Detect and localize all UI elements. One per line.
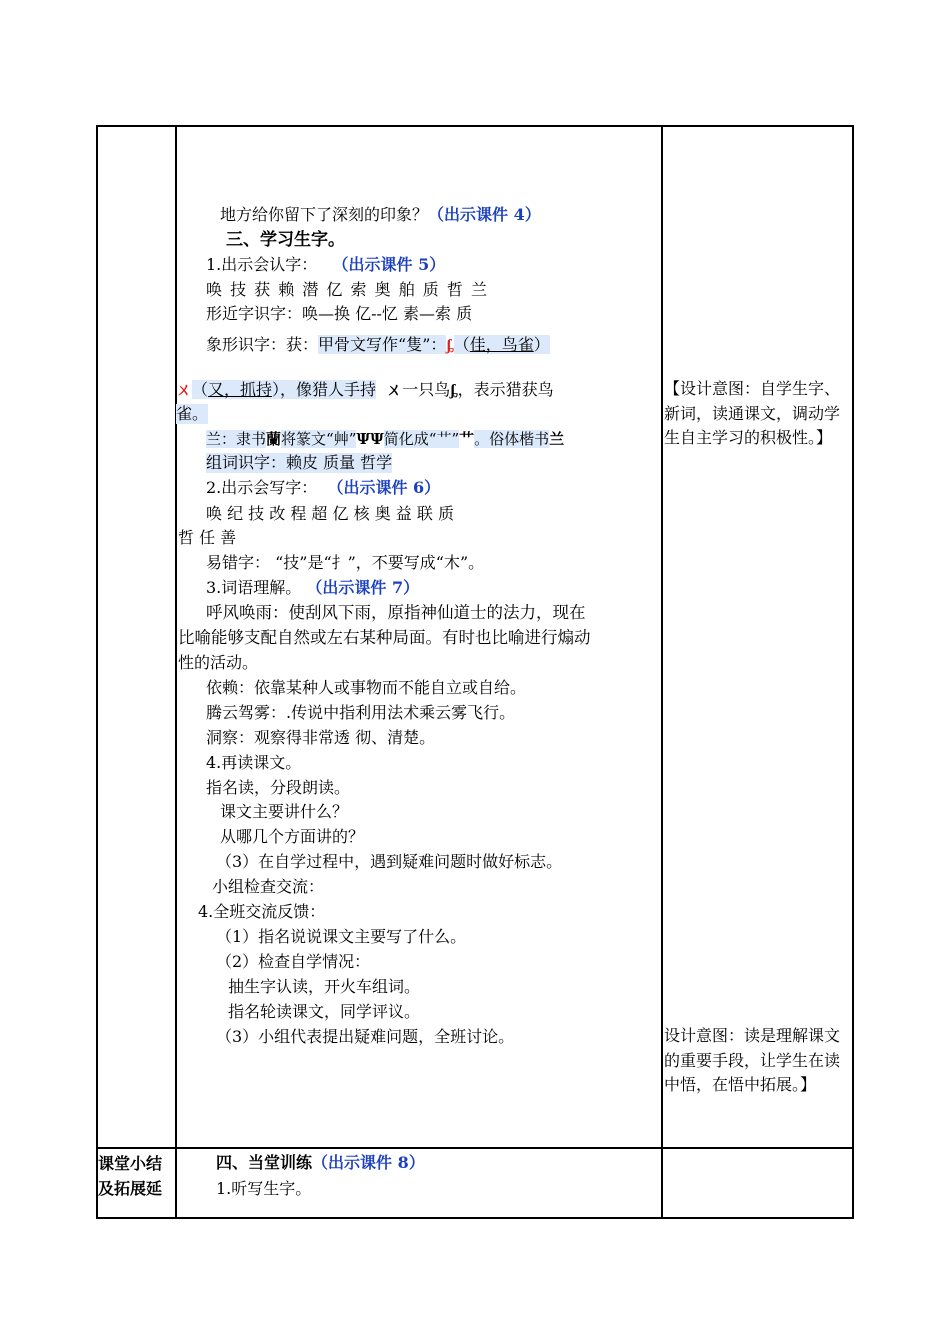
text-line: （3）在自学过程中，遇到疑难问题时做好标志。: [216, 852, 563, 871]
text-line: 4.再读课文。: [206, 753, 302, 772]
text-line: 3.词语理解。 （出示课件 7）: [206, 578, 420, 597]
oracle-glyph: ᶋ: [450, 380, 458, 399]
text-line: 1.听写生字。: [216, 1179, 312, 1198]
section-heading: 三、学习生字。: [226, 230, 345, 250]
courseware-ref: （出示课件 8）: [312, 1153, 425, 1172]
text-line: 从哪几个方面讲的？: [220, 827, 365, 846]
text-line: 指名读，分段朗读。: [206, 778, 351, 797]
text-line: 兰：隶书蘭将篆文“艸”ΨΨ简化成“艹”艹。俗体楷书兰: [206, 430, 565, 448]
text-line: 课文主要讲什么？: [220, 802, 349, 821]
oracle-glyph: ㄨ: [176, 380, 193, 399]
regular-glyph: 兰: [549, 430, 565, 448]
text-line: 比喻能够支配自然或左右某种局面。有时也比喻进行煽动: [178, 628, 591, 647]
clerical-glyph: 蘭: [266, 430, 282, 448]
text-line: 2.出示会写字： （出示课件 6）: [206, 478, 441, 497]
text-line: 4.全班交流反馈：: [198, 902, 326, 921]
text-line: 哲 任 善: [178, 528, 237, 547]
column-divider: [175, 127, 177, 1217]
section-heading: 四、当堂训练（出示课件 8）: [216, 1153, 425, 1172]
text-line: 指名轮读课文，同学评议。: [228, 1002, 421, 1021]
text-line: 唤 纪 技 改 程 超 亿 核 奥 益 联 质: [206, 504, 454, 523]
row-divider: [98, 1147, 852, 1149]
text-line: 组词识字：赖皮 质量 哲学: [206, 453, 393, 472]
text-line: （3）小组代表提出疑难问题，全班讨论。: [216, 1027, 515, 1046]
text-line: 呼风唤雨：使刮风下雨，原指神仙道士的法力，现在: [206, 603, 586, 622]
text-line: 小组检查交流：: [212, 877, 325, 896]
text-line: 腾云驾雾：.传说中指利用法术乘云雾飞行。: [206, 703, 516, 722]
text-line: 1.出示会认字： （出示课件 5）: [206, 255, 446, 274]
courseware-ref: （出示课件 7）: [306, 578, 420, 597]
text-line: 唤 技 获 赖 潜 亿 索 奥 舶 质 哲 兰: [206, 280, 489, 299]
oracle-glyph: ᶋ: [446, 335, 454, 354]
oracle-glyph: ㄨ: [386, 380, 403, 399]
text-line: 易错字： “技”是“扌”，不要写成“木”。: [206, 553, 485, 572]
text-line: 性的活动。: [178, 653, 259, 672]
row-label: 课堂小结及拓展延: [98, 1154, 163, 1198]
text-line: 形近字识字：唤—换 亿--忆 素—索 质: [206, 304, 473, 323]
column-divider: [661, 127, 663, 1217]
text-line: 象形识字：获：甲骨文写作“隻”：ᶋ（佳，鸟雀）: [206, 335, 550, 354]
text-line: （2）检查自学情况：: [216, 952, 371, 971]
design-intent-note: 【设计意图：自学生字、新词，读通课文，调动学生自主学习的积极性。】: [664, 379, 841, 447]
text-line: （1）指名说说课文主要写了什么。: [216, 927, 467, 946]
design-intent-note: 设计意图：读是理解课文的重要手段，让学生在读中悟，在悟中拓展。】: [664, 1026, 841, 1094]
seal-glyph: ΨΨ: [356, 430, 384, 448]
grass-glyph: 艹: [459, 430, 475, 448]
text-line: 依赖：依靠某种人或事物而不能自立或自给。: [206, 678, 527, 697]
courseware-ref: （出示课件 6）: [327, 478, 441, 497]
courseware-ref: （出示课件 5）: [332, 255, 446, 274]
text-line: 地方给你留下了深刻的印象？（出示课件 4）: [220, 205, 541, 224]
text-line: ㄨ（又，抓持），像猎人手持 ㄨ一只鸟ᶋ，表示猎获鸟: [176, 380, 554, 399]
text-line: 雀。: [176, 404, 209, 423]
courseware-ref: （出示课件 4）: [428, 205, 541, 224]
text-line: 抽生字认读，开火车组词。: [228, 977, 421, 996]
text-line: 洞察：观察得非常透 彻、清楚。: [206, 728, 436, 747]
